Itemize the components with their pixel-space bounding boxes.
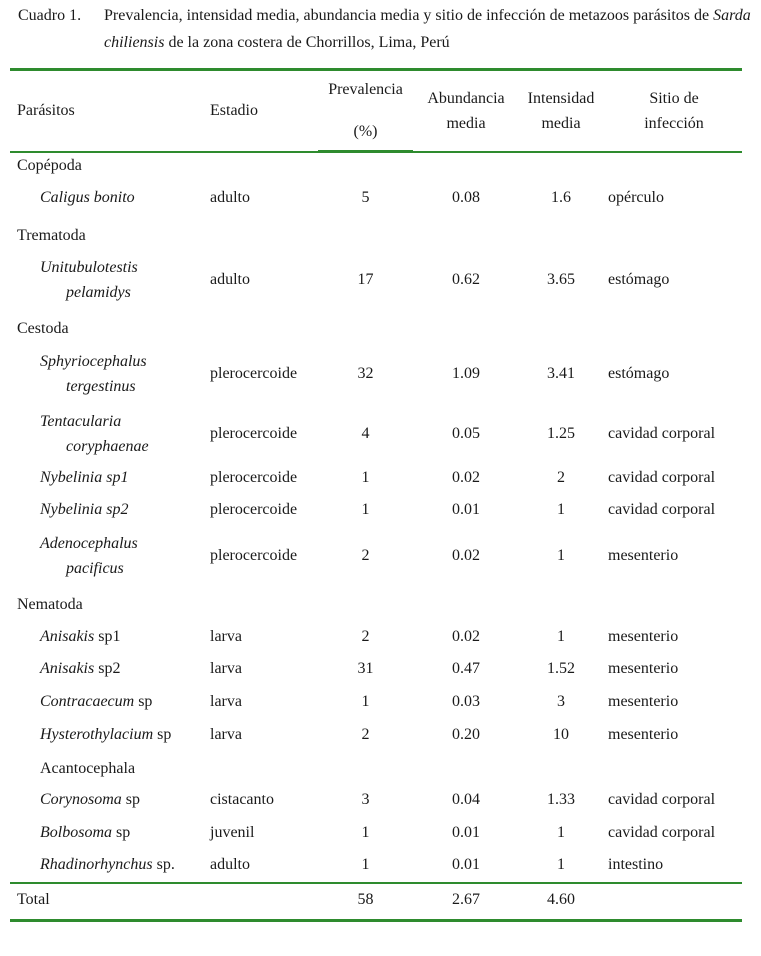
intensity-cell: 1 xyxy=(557,547,565,564)
intensity-cell: 1 xyxy=(557,856,565,873)
intensity-cell: 2 xyxy=(557,469,565,486)
parasite-genus: Anisakis xyxy=(40,660,95,677)
prevalence-cell: 32 xyxy=(357,365,374,382)
header-abundancia: Abundancia xyxy=(427,90,505,107)
stage-cell: larva xyxy=(210,693,242,710)
top-rule xyxy=(10,68,742,71)
bottom-rule xyxy=(10,919,742,922)
category-label: Nematoda xyxy=(17,596,83,613)
intensity-cell: 3.41 xyxy=(547,365,575,382)
parasite-name xyxy=(40,853,175,877)
parasite-name: Adenocephalus xyxy=(40,535,138,552)
parasite-species-suffix: sp xyxy=(121,791,141,808)
stage-cell: plerocercoide xyxy=(210,547,298,564)
parasite-name xyxy=(40,657,120,681)
intensity-cell: 1.25 xyxy=(547,425,575,442)
abundance-cell: 0.01 xyxy=(452,824,480,841)
site-cell: cavidad corporal xyxy=(608,425,716,442)
abundance-cell: 0.05 xyxy=(452,425,480,442)
caption-label: Cuadro 1. xyxy=(18,7,82,24)
parasite-genus: Caligus bonito xyxy=(40,189,135,206)
parasite-name: Sphyriocephalus xyxy=(40,353,147,370)
site-cell: mesenterio xyxy=(608,660,679,677)
site-cell: cavidad corporal xyxy=(608,824,716,841)
prevalence-cell: 1 xyxy=(361,824,370,841)
prevalence-cell: 2 xyxy=(361,726,370,743)
stage-cell: plerocercoide xyxy=(210,501,298,518)
stage-cell: larva xyxy=(210,628,242,645)
parasite-species-suffix: sp1 xyxy=(94,628,121,645)
parasite-species-suffix: sp. xyxy=(152,856,175,873)
abundance-cell: 0.01 xyxy=(452,856,480,873)
intensity-cell: 1.33 xyxy=(547,791,575,808)
parasite-name: Unitubulotestis xyxy=(40,259,138,276)
site-cell: estómago xyxy=(608,271,670,288)
parasite-name xyxy=(40,625,120,649)
abundance-cell: 0.08 xyxy=(452,189,480,206)
total-label: Total xyxy=(17,891,50,908)
header-intensidad: Intensidad xyxy=(527,90,595,107)
parasite-name xyxy=(40,498,128,522)
site-cell: opérculo xyxy=(608,189,664,206)
stage-cell: larva xyxy=(210,726,242,743)
parasite-name xyxy=(40,466,128,490)
intensity-cell: 1.52 xyxy=(547,660,575,677)
parasite-name-line2: pelamidys xyxy=(66,284,131,301)
intensity-cell: 3 xyxy=(557,693,565,710)
parasite-genus: Anisakis xyxy=(40,628,95,645)
prevalence-cell: 1 xyxy=(361,856,370,873)
abundance-cell: 0.02 xyxy=(452,628,480,645)
parasite-genus: Hysterothylacium xyxy=(40,726,154,743)
intensity-cell: 1.6 xyxy=(551,189,571,206)
site-cell: cavidad corporal xyxy=(608,501,716,518)
prevalence-cell: 17 xyxy=(357,271,374,288)
parasite-name xyxy=(40,690,152,714)
prevalence-cell: 5 xyxy=(361,189,370,206)
stage-cell: adulto xyxy=(210,189,250,206)
parasite-genus: Rhadinorhynchus xyxy=(40,856,153,873)
prevalence-cell: 1 xyxy=(361,501,370,518)
stage-cell: plerocercoide xyxy=(210,365,298,382)
stage-cell: cistacanto xyxy=(210,791,274,808)
abundance-cell: 0.03 xyxy=(452,693,480,710)
site-cell: estómago xyxy=(608,365,670,382)
parasite-name xyxy=(40,788,140,812)
stage-cell: plerocercoide xyxy=(210,469,298,486)
parasite-species-suffix: sp xyxy=(134,693,153,710)
stage-cell: adulto xyxy=(210,856,250,873)
prevalence-cell: 4 xyxy=(361,425,370,442)
stage-cell: adulto xyxy=(210,271,250,288)
abundance-cell: 0.62 xyxy=(452,271,480,288)
prevalence-cell: 2 xyxy=(361,628,370,645)
prevalence-cell: 31 xyxy=(357,660,374,677)
caption-text: Prevalencia, intensidad media, abundancia media y sitio de infección de metazoos parásitos de Sarda chiliensis de la zona costera de Chorrillos, Lima, Perú xyxy=(104,7,751,51)
total-prevalence: 58 xyxy=(357,891,374,908)
header-prevalencia: Prevalencia xyxy=(328,81,403,98)
total-intensity: 4.60 xyxy=(547,891,575,908)
site-cell: mesenterio xyxy=(608,693,679,710)
abundance-cell: 0.20 xyxy=(452,726,480,743)
parasite-genus: Nybelinia sp2 xyxy=(40,501,129,518)
category-label: Trematoda xyxy=(17,227,86,244)
abundance-cell: 0.02 xyxy=(452,469,480,486)
parasite-name: Tentacularia xyxy=(40,413,122,430)
site-cell: mesenterio xyxy=(608,726,679,743)
caption-species: Sarda chiliensis xyxy=(104,7,751,51)
intensity-cell: 10 xyxy=(553,726,569,743)
abundance-cell: 0.04 xyxy=(452,791,480,808)
header-parasitos: Parásitos xyxy=(17,102,75,119)
header-rule xyxy=(10,151,742,153)
total-abundance: 2.67 xyxy=(452,891,480,908)
header-abundancia-media: media xyxy=(446,115,486,132)
intensity-cell: 3.65 xyxy=(547,271,575,288)
site-cell: cavidad corporal xyxy=(608,469,716,486)
parasite-species-suffix: sp2 xyxy=(94,660,121,677)
parasite-name-line2: coryphaenae xyxy=(66,438,149,455)
header-estadio: Estadio xyxy=(210,102,258,119)
category-label: Acantocephala xyxy=(40,760,136,777)
abundance-cell: 0.01 xyxy=(452,501,480,518)
abundance-cell: 1.09 xyxy=(452,365,480,382)
prevalence-cell: 1 xyxy=(361,469,370,486)
parasite-name-line2: pacificus xyxy=(66,560,124,577)
abundance-cell: 0.47 xyxy=(452,660,480,677)
parasite-name xyxy=(40,821,130,845)
parasite-species-suffix: sp xyxy=(112,824,131,841)
abundance-cell: 0.02 xyxy=(452,547,480,564)
parasite-name xyxy=(40,723,171,747)
parasite-genus: Nybelinia sp1 xyxy=(40,469,129,486)
total-rule xyxy=(10,882,742,884)
category-label: Copépoda xyxy=(17,157,82,174)
parasite-genus: Contracaecum xyxy=(40,693,135,710)
header-infeccion: infección xyxy=(644,115,704,132)
parasite-name xyxy=(40,186,135,210)
parasite-name-line2: tergestinus xyxy=(66,378,136,395)
stage-cell: larva xyxy=(210,660,242,677)
site-cell: cavidad corporal xyxy=(608,791,716,808)
category-label: Cestoda xyxy=(17,320,69,337)
header-intensidad-media: media xyxy=(541,115,581,132)
prevalence-cell: 3 xyxy=(361,791,370,808)
stage-cell: juvenil xyxy=(210,824,255,841)
intensity-cell: 1 xyxy=(557,628,565,645)
stage-cell: plerocercoide xyxy=(210,425,298,442)
site-cell: intestino xyxy=(608,856,664,873)
site-cell: mesenterio xyxy=(608,628,679,645)
prevalence-cell: 2 xyxy=(361,547,370,564)
parasite-genus: Corynosoma xyxy=(40,791,122,808)
site-cell: mesenterio xyxy=(608,547,679,564)
parasite-species-suffix: sp xyxy=(153,726,172,743)
header-prevalencia-unit: (%) xyxy=(353,123,378,140)
prevalence-cell: 1 xyxy=(361,693,370,710)
intensity-cell: 1 xyxy=(557,824,565,841)
intensity-cell: 1 xyxy=(557,501,565,518)
header-sitio: Sitio de xyxy=(649,90,699,107)
parasite-genus: Bolbosoma xyxy=(40,824,112,841)
